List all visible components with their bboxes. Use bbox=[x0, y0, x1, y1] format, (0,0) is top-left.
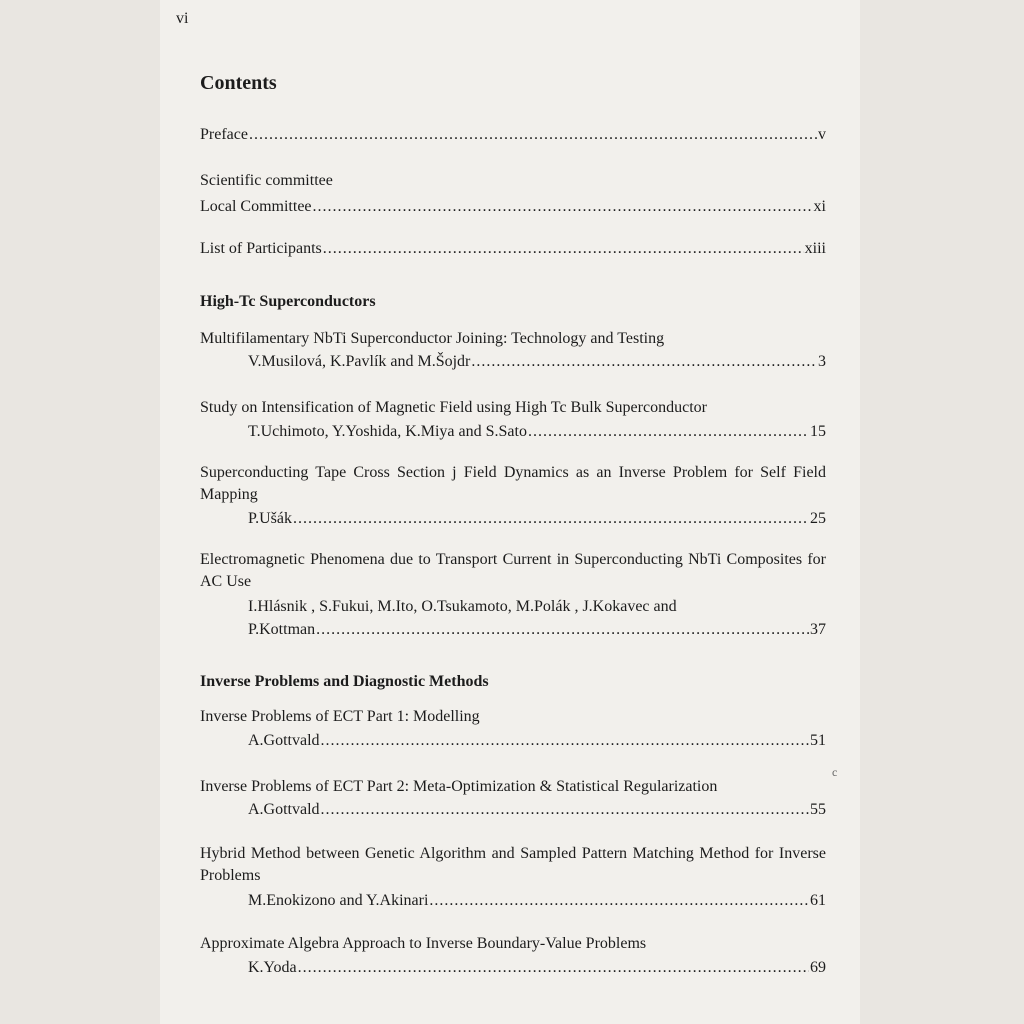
section-heading: High-Tc Superconductors bbox=[200, 293, 376, 310]
toc-entry-authors bbox=[248, 621, 826, 639]
margin-mark: c bbox=[832, 765, 838, 779]
entry-page: 55 bbox=[810, 801, 826, 818]
dot-leader bbox=[316, 621, 809, 639]
toc-entry-authors bbox=[248, 892, 826, 910]
entry-title: Inverse Problems of ECT Part 1: Modelling bbox=[200, 708, 480, 725]
entry-title: Local Committee bbox=[200, 198, 312, 215]
dot-leader bbox=[528, 423, 809, 441]
entry-page: 37 bbox=[810, 621, 826, 638]
entry-authors: M.Enokizono and Y.Akinari bbox=[248, 892, 429, 909]
toc-entry-authors bbox=[248, 423, 826, 441]
section-heading: Inverse Problems and Diagnostic Methods bbox=[200, 673, 489, 690]
toc-entry-participants bbox=[200, 240, 826, 258]
dot-leader bbox=[323, 240, 804, 258]
entry-title: List of Participants bbox=[200, 240, 322, 257]
page-number: vi bbox=[176, 10, 189, 27]
toc-entry-local-committee bbox=[200, 198, 826, 216]
dot-leader bbox=[293, 510, 809, 528]
entry-page: xi bbox=[813, 198, 826, 215]
entry-page: xiii bbox=[804, 240, 826, 257]
toc-entry-authors bbox=[248, 510, 826, 528]
entry-title: Scientific committee bbox=[200, 172, 333, 189]
entry-title: Approximate Algebra Approach to Inverse Boundary-Value Problems bbox=[200, 935, 647, 952]
entry-page: v bbox=[818, 126, 826, 143]
entry-authors: K.Yoda bbox=[248, 959, 297, 976]
entry-authors: A.Gottvald bbox=[248, 801, 320, 818]
entry-title: Preface bbox=[200, 126, 248, 143]
toc-entry-authors bbox=[248, 801, 826, 819]
entry-page: 69 bbox=[810, 959, 826, 976]
entry-title: Study on Intensification of Magnetic Field using High Tc Bulk Superconductor bbox=[200, 399, 707, 416]
entry-authors: P.Kottman bbox=[248, 621, 316, 638]
entry-page: 25 bbox=[810, 510, 826, 527]
toc-entry-authors bbox=[248, 353, 826, 371]
entry-title: Electromagnetic Phenomena due to Transport Current in Superconducting NbTi Composites for AC Use bbox=[200, 551, 826, 590]
entry-authors: P.Ušák bbox=[248, 510, 293, 527]
toc-entry-authors bbox=[248, 959, 826, 977]
toc-entry-preface bbox=[200, 126, 826, 144]
dot-leader bbox=[298, 959, 809, 977]
entry-page: 51 bbox=[810, 732, 826, 749]
entry-page: 3 bbox=[818, 353, 826, 370]
entry-authors: V.Musilová, K.Pavlík and M.Šojdr bbox=[248, 353, 471, 370]
dot-leader bbox=[429, 892, 809, 910]
dot-leader bbox=[321, 732, 809, 750]
entry-title: Multifilamentary NbTi Superconductor Joining: Technology and Testing bbox=[200, 330, 665, 347]
entry-title: Hybrid Method between Genetic Algorithm and Sampled Pattern Matching Method for Inverse Problems bbox=[200, 845, 826, 884]
entry-title: Inverse Problems of ECT Part 2: Meta-Optimization & Statistical Regularization bbox=[200, 778, 718, 795]
page-title: Contents bbox=[200, 72, 277, 94]
entry-authors: T.Uchimoto, Y.Yoshida, K.Miya and S.Sato bbox=[248, 423, 527, 440]
dot-leader bbox=[249, 126, 817, 144]
dot-leader bbox=[471, 353, 817, 371]
entry-page: 61 bbox=[810, 892, 826, 909]
entry-authors: A.Gottvald bbox=[248, 732, 320, 749]
dot-leader bbox=[321, 801, 809, 819]
entry-authors: I.Hlásnik , S.Fukui, M.Ito, O.Tsukamoto, M.Polák , J.Kokavec and bbox=[248, 598, 677, 615]
entry-page: 15 bbox=[810, 423, 826, 440]
dot-leader bbox=[313, 198, 813, 216]
toc-entry-authors bbox=[248, 732, 826, 750]
entry-title: Superconducting Tape Cross Section j Field Dynamics as an Inverse Problem for Self Field Mapping bbox=[200, 464, 826, 503]
